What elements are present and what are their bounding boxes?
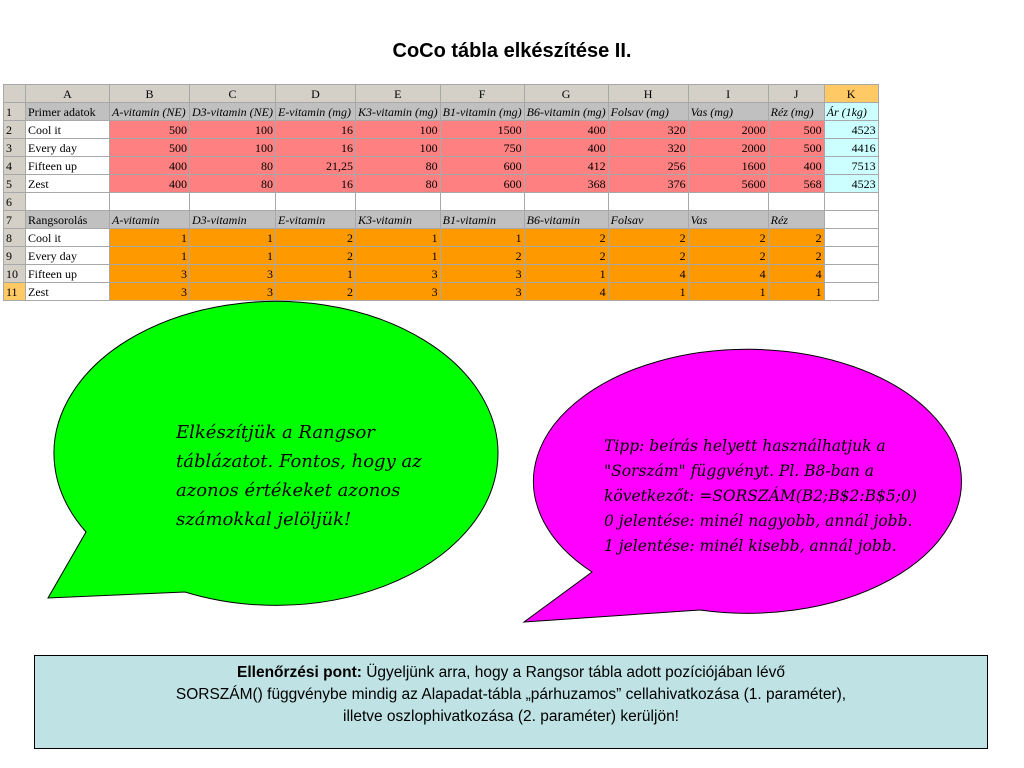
header-cell[interactable]: Vas (mg) bbox=[688, 103, 768, 121]
column-header-e[interactable]: E bbox=[355, 85, 440, 103]
green-line-4: számokkal jelöljük! bbox=[176, 509, 352, 530]
product-name-cell[interactable]: Every day bbox=[26, 247, 110, 265]
rank-header-cell[interactable]: D3-vitamin bbox=[190, 211, 276, 229]
price-cell[interactable]: 4416 bbox=[824, 139, 878, 157]
rank-header-cell[interactable]: B1-vitamin bbox=[440, 211, 524, 229]
data-cell[interactable]: 600 bbox=[440, 157, 524, 175]
note-bold-label: Ellenőrzési pont: bbox=[237, 664, 362, 681]
data-cell[interactable]: 16 bbox=[275, 175, 355, 193]
rank-cell[interactable]: 2 bbox=[440, 247, 524, 265]
column-header-k[interactable]: K bbox=[824, 85, 878, 103]
rank-header-cell[interactable]: Folsav bbox=[608, 211, 688, 229]
rank-cell[interactable]: 1 bbox=[768, 283, 824, 301]
rank-cell[interactable]: 3 bbox=[440, 265, 524, 283]
product-name-cell[interactable]: Fifteen up bbox=[26, 157, 110, 175]
data-cell[interactable]: 80 bbox=[190, 157, 276, 175]
rank-cell[interactable]: 3 bbox=[110, 283, 190, 301]
rank-cell[interactable]: 2 bbox=[275, 247, 355, 265]
rank-cell[interactable]: 1 bbox=[608, 283, 688, 301]
rank-cell[interactable]: 2 bbox=[608, 229, 688, 247]
column-header-g[interactable]: G bbox=[524, 85, 608, 103]
column-header-b[interactable]: B bbox=[110, 85, 190, 103]
header-cell[interactable]: Folsav (mg) bbox=[608, 103, 688, 121]
rank-cell[interactable]: 4 bbox=[688, 265, 768, 283]
data-cell[interactable]: 320 bbox=[608, 139, 688, 157]
green-line-3: azonos értékeket azonos bbox=[176, 480, 401, 501]
rank-cell[interactable]: 3 bbox=[190, 283, 276, 301]
note-line-2: SORSZÁM() függvénybe mindig az Alapadat-tábla „párhuzamos” cellahivatkozása (1. paraméter), bbox=[175, 686, 847, 703]
row-header-2[interactable]: 2 bbox=[4, 121, 26, 139]
rank-cell[interactable]: 1 bbox=[275, 265, 355, 283]
row-header-6[interactable]: 6 bbox=[4, 193, 26, 211]
rank-cell[interactable]: 1 bbox=[110, 247, 190, 265]
rank-cell[interactable]: 2 bbox=[275, 229, 355, 247]
data-cell[interactable]: 600 bbox=[440, 175, 524, 193]
rank-cell[interactable]: 4 bbox=[608, 265, 688, 283]
rank-header-cell[interactable]: K3-vitamin bbox=[355, 211, 440, 229]
note-line-1: Ügyeljünk arra, hogy a Rangsor tábla adott pozíciójában lévő bbox=[361, 664, 785, 681]
data-cell[interactable]: 400 bbox=[768, 157, 824, 175]
header-cell[interactable]: A-vitamin (NE) bbox=[110, 103, 190, 121]
rank-cell[interactable]: 1 bbox=[524, 265, 608, 283]
column-header-i[interactable]: I bbox=[688, 85, 768, 103]
pink-line-2: "Sorszám" függvényt. Pl. B8-ban a bbox=[604, 462, 874, 480]
price-cell[interactable]: 4523 bbox=[824, 175, 878, 193]
pink-line-5: 1 jelentése: minél kisebb, annál jobb. bbox=[604, 537, 897, 555]
data-cell[interactable]: 412 bbox=[524, 157, 608, 175]
data-cell[interactable]: 750 bbox=[440, 139, 524, 157]
product-name-cell[interactable]: Fifteen up bbox=[26, 265, 110, 283]
rank-cell[interactable]: 2 bbox=[275, 283, 355, 301]
rank-cell[interactable]: 3 bbox=[355, 265, 440, 283]
data-cell[interactable]: 500 bbox=[768, 139, 824, 157]
data-cell[interactable]: 400 bbox=[524, 121, 608, 139]
data-cell[interactable]: 100 bbox=[190, 139, 276, 157]
price-cell[interactable]: 4523 bbox=[824, 121, 878, 139]
rank-cell[interactable]: 3 bbox=[190, 265, 276, 283]
rank-header-cell[interactable]: Réz bbox=[768, 211, 824, 229]
rank-cell[interactable]: 3 bbox=[110, 265, 190, 283]
rank-cell[interactable]: 2 bbox=[768, 247, 824, 265]
rank-cell[interactable]: 1 bbox=[110, 229, 190, 247]
rank-cell[interactable]: 2 bbox=[608, 247, 688, 265]
header-cell[interactable]: E-vitamin (mg) bbox=[275, 103, 355, 121]
pink-line-1: Tipp: beírás helyett használhatjuk a bbox=[604, 437, 886, 455]
rank-cell[interactable]: 1 bbox=[355, 229, 440, 247]
product-name-cell[interactable]: Zest bbox=[26, 175, 110, 193]
data-cell[interactable]: 368 bbox=[524, 175, 608, 193]
pink-bubble-text bbox=[604, 434, 1004, 559]
rank-header-cell[interactable]: Rangsorolás bbox=[26, 211, 110, 229]
column-header-j[interactable]: J bbox=[768, 85, 824, 103]
data-cell[interactable]: 21,25 bbox=[275, 157, 355, 175]
data-cell[interactable]: 400 bbox=[110, 175, 190, 193]
data-cell[interactable]: 1500 bbox=[440, 121, 524, 139]
data-cell[interactable]: 16 bbox=[275, 121, 355, 139]
rank-cell[interactable]: 2 bbox=[688, 247, 768, 265]
row-header-9[interactable]: 9 bbox=[4, 247, 26, 265]
data-cell[interactable]: 2000 bbox=[688, 139, 768, 157]
note-line-3: illetve oszlophivatkozása (2. paraméter) kerüljön! bbox=[343, 708, 679, 725]
rank-header-cell[interactable]: B6-vitamin bbox=[524, 211, 608, 229]
green-line-1: Elkészítjük a Rangsor bbox=[176, 422, 375, 443]
product-name-cell[interactable]: Cool it bbox=[26, 121, 110, 139]
header-cell[interactable]: Ár (1kg) bbox=[824, 103, 878, 121]
column-header-c[interactable]: C bbox=[190, 85, 276, 103]
row-header-4[interactable]: 4 bbox=[4, 157, 26, 175]
green-line-2: táblázatot. Fontos, hogy az bbox=[176, 451, 422, 472]
row-header-11[interactable]: 11 bbox=[4, 283, 26, 301]
row-header-1[interactable]: 1 bbox=[4, 103, 26, 121]
header-cell[interactable]: Réz (mg) bbox=[768, 103, 824, 121]
rank-cell[interactable]: 3 bbox=[355, 283, 440, 301]
data-cell[interactable]: 320 bbox=[608, 121, 688, 139]
column-header-d[interactable]: D bbox=[275, 85, 355, 103]
data-cell[interactable]: 100 bbox=[355, 121, 440, 139]
data-cell[interactable]: 80 bbox=[190, 175, 276, 193]
rank-cell[interactable]: 2 bbox=[688, 229, 768, 247]
pink-line-3: következőt: =SORSZÁM(B2;B$2:B$5;0) bbox=[604, 487, 917, 505]
data-cell[interactable]: 100 bbox=[190, 121, 276, 139]
data-cell[interactable]: 500 bbox=[110, 121, 190, 139]
column-header-a[interactable]: A bbox=[26, 85, 110, 103]
product-name-cell[interactable]: Zest bbox=[26, 283, 110, 301]
data-cell[interactable]: 1600 bbox=[688, 157, 768, 175]
data-cell[interactable]: 256 bbox=[608, 157, 688, 175]
header-cell[interactable]: B6-vitamin (mg) bbox=[524, 103, 608, 121]
data-cell[interactable]: 376 bbox=[608, 175, 688, 193]
data-cell[interactable]: 568 bbox=[768, 175, 824, 193]
rank-cell[interactable]: 1 bbox=[355, 247, 440, 265]
data-cell[interactable]: 2000 bbox=[688, 121, 768, 139]
column-header-h[interactable]: H bbox=[608, 85, 688, 103]
row-header-8[interactable]: 8 bbox=[4, 229, 26, 247]
pink-line-4: 0 jelentése: minél nagyobb, annál jobb. bbox=[604, 512, 913, 530]
checkpoint-note bbox=[34, 655, 988, 749]
slide-title: CoCo tábla elkészítése II. bbox=[392, 40, 632, 62]
rank-cell[interactable]: 1 bbox=[190, 229, 276, 247]
price-cell[interactable]: 7513 bbox=[824, 157, 878, 175]
data-cell[interactable]: 16 bbox=[275, 139, 355, 157]
green-bubble-text bbox=[176, 418, 496, 534]
header-cell[interactable]: Primer adatok bbox=[26, 103, 110, 121]
data-cell[interactable]: 400 bbox=[524, 139, 608, 157]
header-cell[interactable]: K3-vitamin (mg) bbox=[355, 103, 440, 121]
data-cell[interactable]: 100 bbox=[355, 139, 440, 157]
rank-cell[interactable]: 2 bbox=[524, 247, 608, 265]
product-name-cell[interactable]: Cool it bbox=[26, 229, 110, 247]
row-header-10[interactable]: 10 bbox=[4, 265, 26, 283]
data-cell[interactable]: 5600 bbox=[688, 175, 768, 193]
data-cell[interactable]: 500 bbox=[768, 121, 824, 139]
header-cell[interactable]: D3-vitamin (NE) bbox=[190, 103, 276, 121]
rank-header-cell[interactable]: E-vitamin bbox=[275, 211, 355, 229]
rank-cell[interactable]: 1 bbox=[190, 247, 276, 265]
rank-cell[interactable]: 3 bbox=[440, 283, 524, 301]
rank-cell[interactable]: 2 bbox=[524, 229, 608, 247]
data-cell[interactable]: 500 bbox=[110, 139, 190, 157]
rank-cell[interactable]: 2 bbox=[768, 229, 824, 247]
rank-cell[interactable]: 4 bbox=[524, 283, 608, 301]
data-cell[interactable]: 400 bbox=[110, 157, 190, 175]
row-header-7[interactable]: 7 bbox=[4, 211, 26, 229]
header-cell[interactable]: B1-vitamin (mg) bbox=[440, 103, 524, 121]
rank-cell[interactable]: 1 bbox=[440, 229, 524, 247]
rank-cell[interactable]: 4 bbox=[768, 265, 824, 283]
row-header-5[interactable]: 5 bbox=[4, 175, 26, 193]
data-cell[interactable]: 80 bbox=[355, 175, 440, 193]
rank-header-cell[interactable]: A-vitamin bbox=[110, 211, 190, 229]
row-header-3[interactable]: 3 bbox=[4, 139, 26, 157]
product-name-cell[interactable]: Every day bbox=[26, 139, 110, 157]
column-header-f[interactable]: F bbox=[440, 85, 524, 103]
rank-cell[interactable]: 1 bbox=[688, 283, 768, 301]
data-cell[interactable]: 80 bbox=[355, 157, 440, 175]
rank-header-cell[interactable]: Vas bbox=[688, 211, 768, 229]
